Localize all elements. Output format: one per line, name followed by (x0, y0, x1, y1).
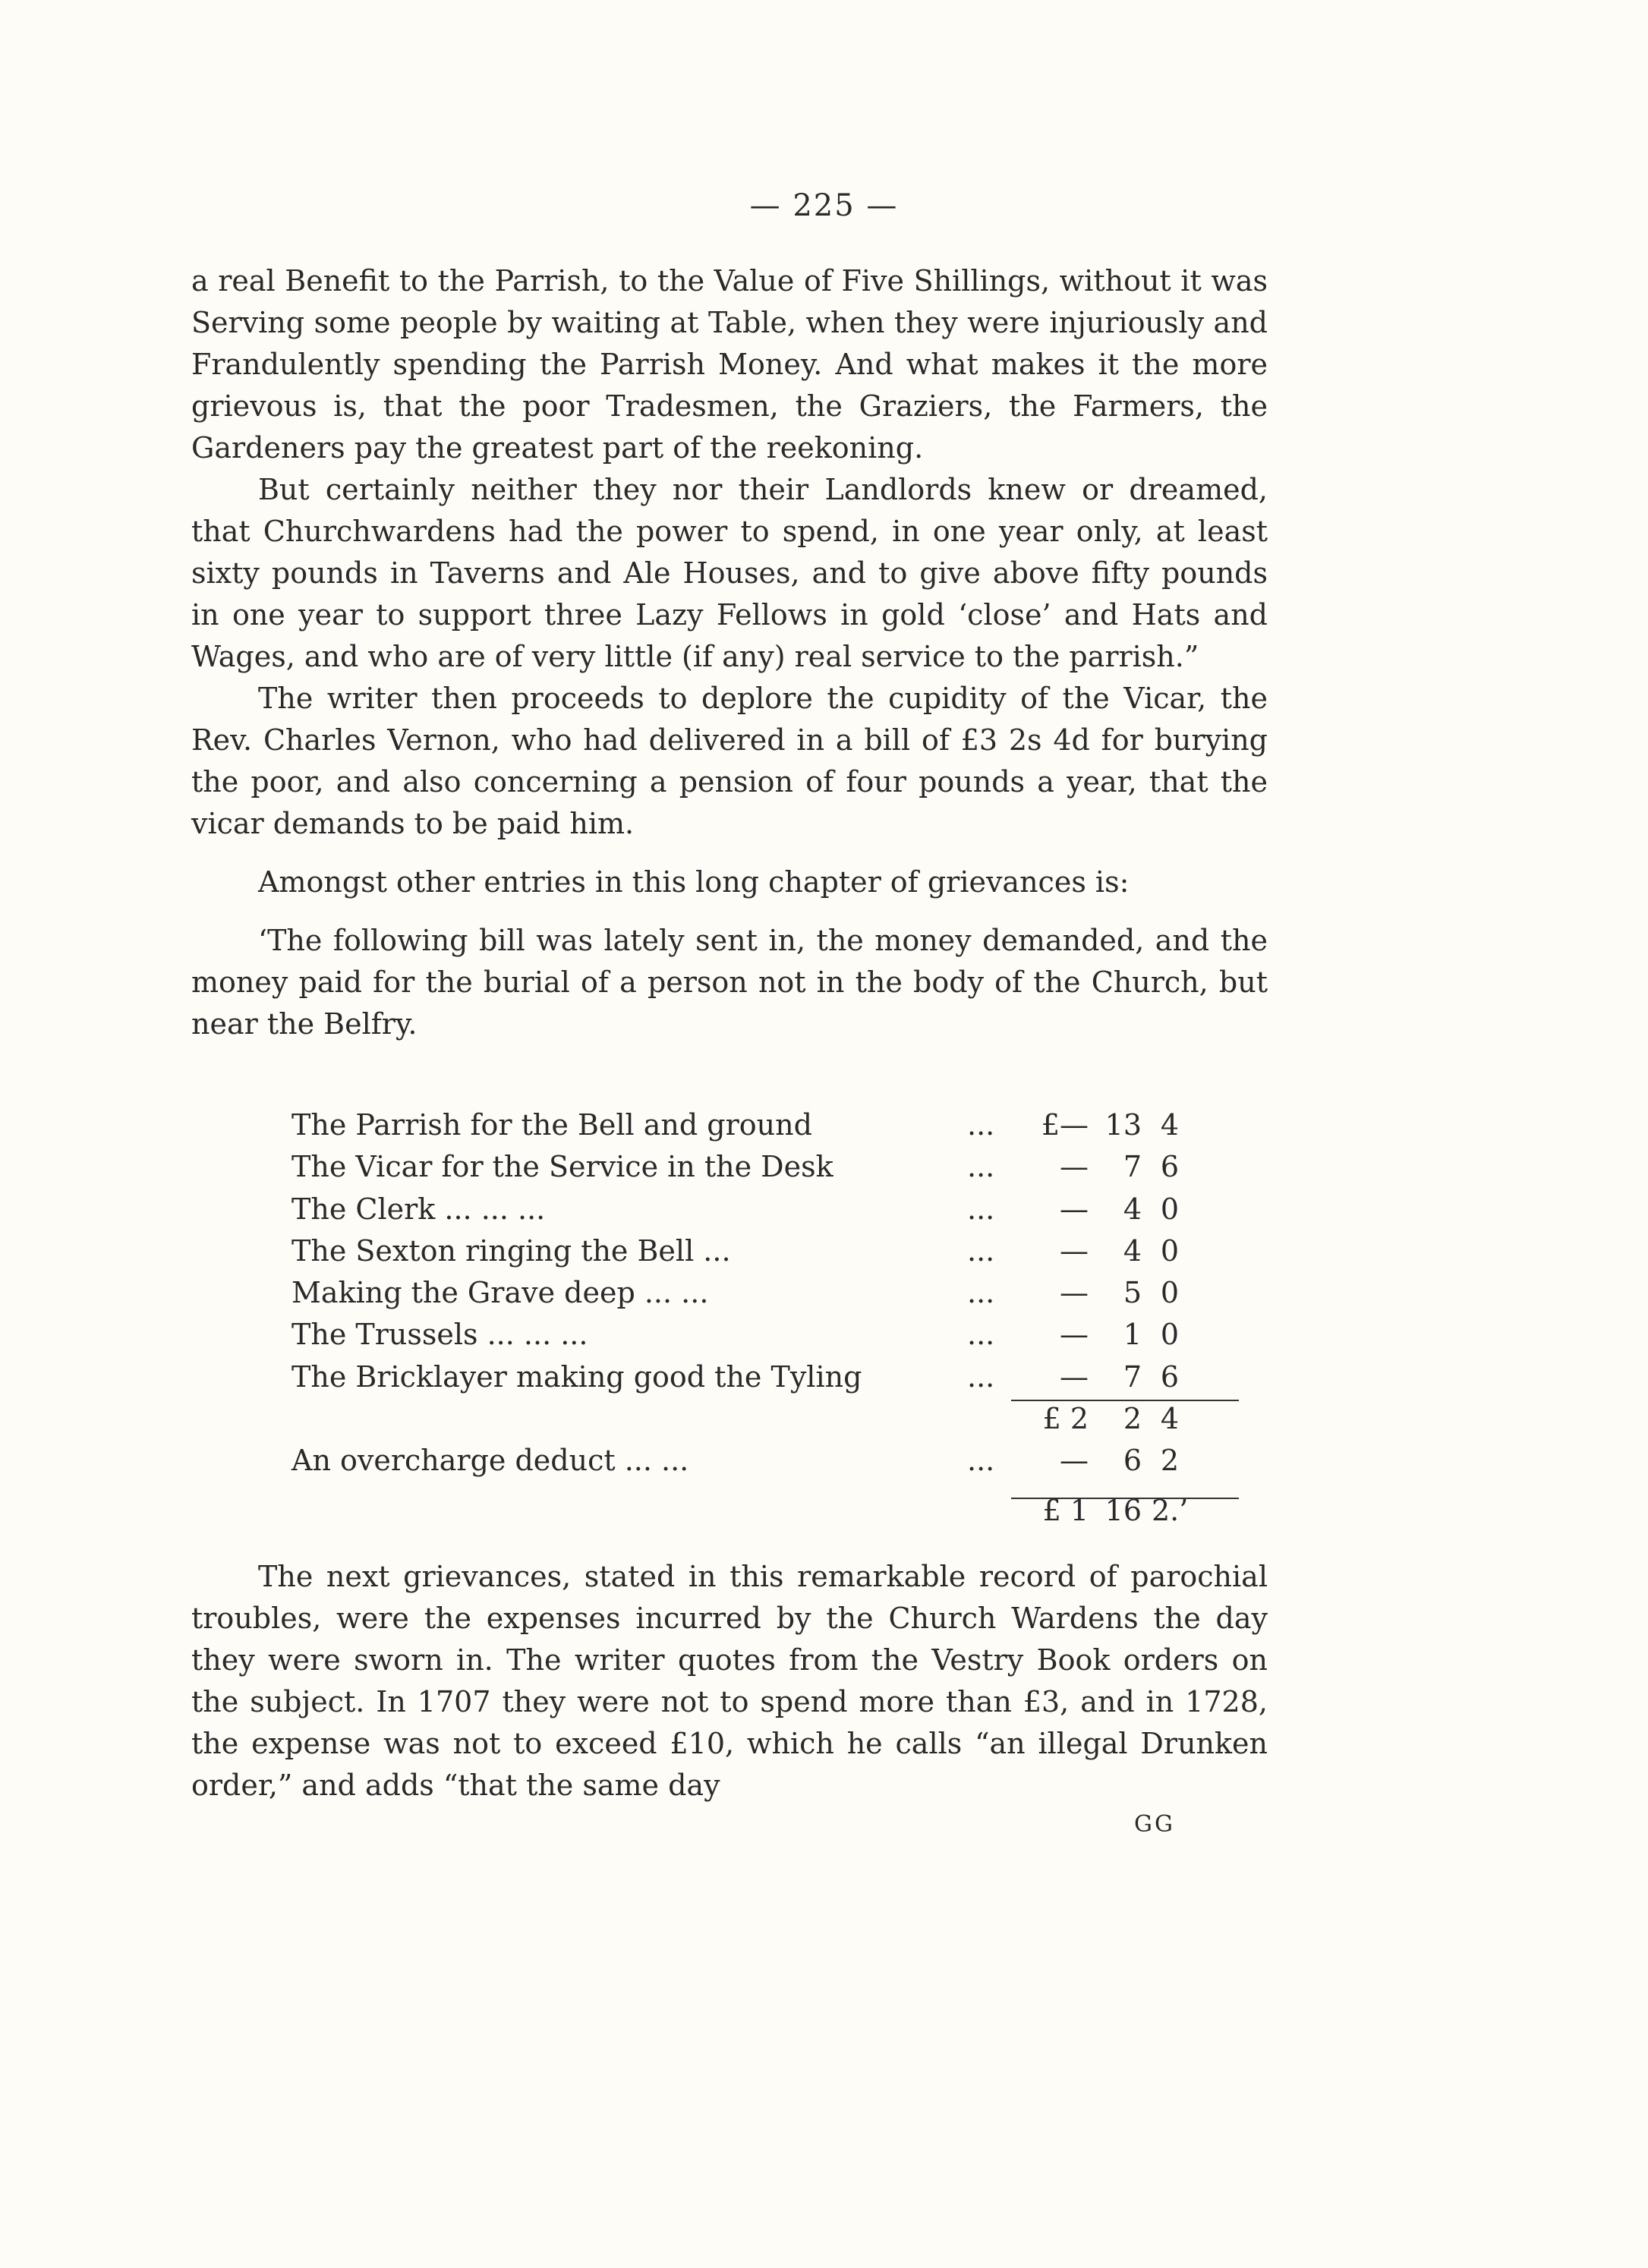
paragraph: The writer then proceeds to deplore the cupidity of the Vicar, the Rev. Charles Vernon, who had delivered in a bill of £3 2s 4d for burying the poor, and also concerning a pension of four pounds a year, that the vicar demands to be paid him. (191, 682, 1268, 840)
leader-dots: ... (967, 1318, 995, 1352)
bill-shillings: 7 (1123, 1359, 1142, 1394)
page-number: — 225 — (749, 188, 899, 223)
text-block-top (191, 260, 1268, 1045)
bill-row (291, 1314, 1237, 1356)
bill-row (291, 1104, 1237, 1146)
bill-row (291, 1272, 1237, 1314)
bill-shillings: 4 (1123, 1192, 1142, 1226)
bill-pence: 0 (1160, 1318, 1180, 1352)
bill-shillings: 7 (1123, 1150, 1142, 1184)
total-pounds: £ 1 (1042, 1493, 1089, 1527)
bill-pence: 0 (1160, 1192, 1180, 1226)
subtotal-pence: 4 (1160, 1402, 1180, 1436)
bill-pounds: — (1060, 1359, 1089, 1394)
bill-pounds: — (1060, 1233, 1089, 1268)
paragraph: But certainly neither they nor their Landlords knew or dreamed, that Churchwardens had the power to spend, in one year only, at least sixty pounds in Taverns and Ale Houses, and to give above fifty pounds in one year to support three Lazy Fellows in gold ‘close’ and Hats and Wages, and who are of very little (if any) real service to the parrish.” (191, 473, 1268, 673)
bill-deduction-row (291, 1440, 1237, 1482)
bill-pounds: — (1060, 1276, 1089, 1310)
bill-item-label: The Bricklayer making good the Tyling (291, 1359, 862, 1394)
paragraph-continued: a real Benefit to the Parrish, to the Value of Five Shillings, without it was Serving some people by waiting at Table, when they were injuriously and Frandulently spending the Parrish Money. And what makes it the more grievous is, that the poor Tradesmen, the Graziers, the Farmers, the Gardeners pay the greatest part of the reekoning. (191, 264, 1268, 465)
paragraph: ‘The following bill was lately sent in, the money demanded, and the money paid for the burial of a person not in the body of the Church, but near the Belfry. (191, 924, 1268, 1041)
paragraph: The next grievances, stated in this remarkable record of parochial troubles, were the expenses incurred by the Church Wardens the day they were sworn in. The writer quotes from the Vestry Book orders on the subject. In 1707 they were not to spend more than £3, and in 1728, the expense was not to exceed £10, which he calls “an illegal Drunken order,” and adds “that the same day (191, 1560, 1268, 1802)
bill-row (291, 1146, 1237, 1188)
leader-dots: ... (967, 1108, 995, 1142)
bill-shillings: 4 (1123, 1233, 1142, 1268)
bill-item-label: The Sexton ringing the Bell ... (291, 1233, 731, 1268)
text-block-bottom (191, 1556, 1268, 1807)
bill-total-row (291, 1490, 1237, 1532)
bill-pence: 0 (1160, 1233, 1180, 1268)
bill-item-label: The Vicar for the Service in the Desk (291, 1150, 833, 1184)
leader-dots: ... (967, 1233, 995, 1268)
bill-pounds: — (1060, 1150, 1089, 1184)
bill-pence: 4 (1160, 1108, 1180, 1142)
bill-shillings: 5 (1123, 1276, 1142, 1310)
bill-pounds: £— (1041, 1108, 1089, 1142)
deduction-label: An overcharge deduct ... ... (291, 1444, 689, 1478)
deduction-pence: 2 (1160, 1444, 1180, 1478)
bill-shillings: 13 (1104, 1108, 1142, 1142)
bill-item-label: The Clerk ... ... ... (291, 1192, 546, 1226)
leader-dots: ... (967, 1150, 995, 1184)
bill-pounds: — (1060, 1192, 1089, 1226)
bill-shillings: 1 (1123, 1318, 1142, 1352)
bill-item-label: Making the Grave deep ... ... (291, 1276, 709, 1310)
bill-item-label: The Parrish for the Bell and ground (291, 1108, 812, 1142)
bill-pence: 6 (1160, 1359, 1180, 1394)
leader-dots: ... (967, 1444, 995, 1478)
leader-dots: ... (967, 1192, 995, 1226)
burial-bill-table (291, 1104, 1237, 1532)
paragraph: Amongst other entries in this long chapter of grievances is: (258, 865, 1130, 899)
bill-pounds: — (1060, 1318, 1089, 1352)
subtotal-shillings: 2 (1123, 1402, 1142, 1436)
total-pence: 2.’ (1152, 1493, 1189, 1527)
leader-dots: ... (967, 1276, 995, 1310)
signature-mark: GG (1134, 1811, 1175, 1838)
bill-row (291, 1230, 1237, 1272)
bill-pence: 6 (1160, 1150, 1180, 1184)
bill-item-label: The Trussels ... ... ... (291, 1318, 588, 1352)
leader-dots: ... (967, 1359, 995, 1394)
deduction-pounds: — (1060, 1444, 1089, 1478)
bill-pence: 0 (1160, 1276, 1180, 1310)
bill-row (291, 1189, 1237, 1230)
bill-subtotal-row (291, 1398, 1237, 1440)
deduction-shillings: 6 (1123, 1444, 1142, 1478)
subtotal-pounds: £ 2 (1042, 1402, 1089, 1436)
total-shillings: 16 (1104, 1493, 1142, 1527)
bill-row (291, 1356, 1237, 1398)
